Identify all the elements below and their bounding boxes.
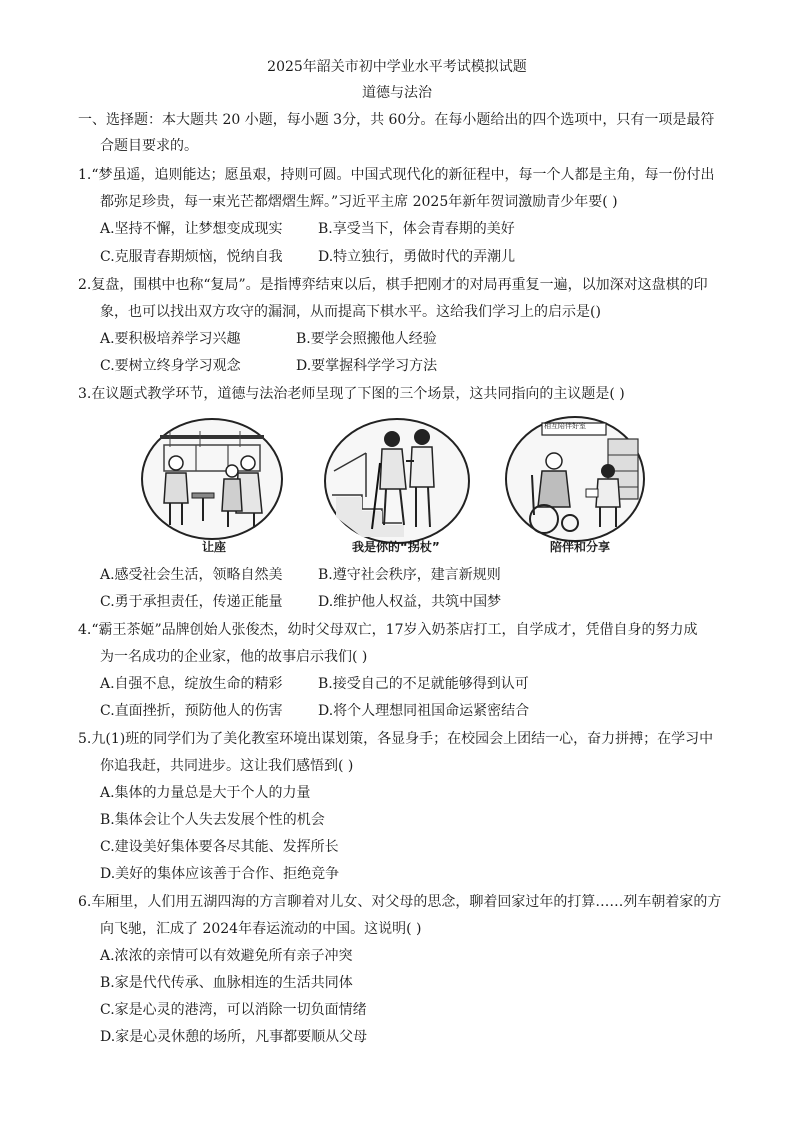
- question-3-option-b: B.遵守社会秩序，建言新规则: [318, 567, 501, 583]
- exam-title: 2025年韶关市初中学业水平考试模拟试题: [267, 59, 527, 75]
- question-2-option-c: C.要树立终身学习观念: [100, 358, 241, 374]
- question-6-option-c: C.家是心灵的港湾，可以消除一切负面情绪: [100, 1002, 367, 1018]
- question-6-line-2: 向飞驰，汇成了 2024年春运流动的中国。这说明( ): [100, 921, 422, 937]
- scene-crutch-image: [322, 417, 472, 545]
- question-2-option-d: D.要掌握科学学习方法: [296, 358, 438, 374]
- question-5-option-b: B.集体会让个人失去发展个性的机会: [100, 812, 325, 828]
- question-2-option-a: A.要积极培养学习兴趣: [100, 331, 241, 347]
- question-5-line-2: 你追我赶，共同进步。这让我们感悟到( ): [100, 758, 354, 774]
- question-4-option-a: A.自强不息，绽放生命的精彩: [100, 676, 283, 692]
- question-1-option-a: A.坚持不懈，让梦想变成现实: [100, 221, 283, 237]
- question-3-option-c: C.勇于承担责任，传递正能量: [100, 594, 283, 610]
- question-1-option-c: C.克服青春期烦恼，悦纳自我: [100, 249, 283, 265]
- question-3-line-1: 3.在议题式教学环节，道德与法治老师呈现了下图的三个场景，这共同指向的主议题是( ): [78, 386, 625, 402]
- question-2-line-2: 象，也可以找出双方攻守的漏洞，从而提高下棋水平。这给我们学习上的启示是(): [100, 304, 601, 320]
- caption-accompany: 陪伴和分享: [550, 540, 611, 554]
- question-5-option-d: D.美好的集体应该善于合作、拒绝竞争: [100, 866, 340, 882]
- question-6-option-b: B.家是代代传承、血脉相连的生活共同体: [100, 975, 353, 991]
- question-6-option-a: A.浓浓的亲情可以有效避免所有亲子冲突: [100, 948, 353, 964]
- question-5-line-1: 5.九(1)班的同学们为了美化教室环境出谋划策，各显身手；在校园会上团结一心，奋力拼搏；在学习中: [78, 731, 714, 747]
- question-4-option-c: C.直面挫折，预防他人的伤害: [100, 703, 283, 719]
- scene-giving-seat-image: [140, 417, 284, 541]
- caption-crutch: 我是你的“拐杖”: [352, 540, 440, 554]
- question-3-option-d: D.维护他人权益，共筑中国梦: [318, 594, 502, 610]
- subject-title: 道德与法治: [362, 85, 432, 101]
- scene-sign-text: 相互陪伴好室: [544, 422, 586, 430]
- caption-giving-seat: 让座: [202, 540, 227, 554]
- question-6-option-d: D.家是心灵休憩的场所，凡事都要顺从父母: [100, 1029, 368, 1045]
- question-4-line-2: 为一名成功的企业家，他的故事启示我们( ): [100, 649, 368, 665]
- question-2-option-b: B.要学会照搬他人经验: [296, 331, 437, 347]
- question-1-line-1: 1.“梦虽遥，追则能达；愿虽艰，持则可圆。中国式现代化的新征程中，每一个人都是主角，每一份付出: [78, 167, 715, 183]
- section-heading: 一、选择题：本大题共 20 小题，每小题 3分，共 60分。在每小题给出的四个选项中，只有一项是最符: [78, 112, 715, 128]
- question-5-option-a: A.集体的力量总是大于个人的力量: [100, 785, 311, 801]
- question-6-line-1: 6.车厢里，人们用五湖四海的方言聊着对儿女、对父母的思念，聊着回家过年的打算……列车朝着家的方: [78, 894, 722, 910]
- question-4-option-d: D.将个人理想同祖国命运紧密结合: [318, 703, 530, 719]
- question-5-option-c: C.建设美好集体要各尽其能、发挥所长: [100, 839, 339, 855]
- question-4-option-b: B.接受自己的不足就能够得到认可: [318, 676, 529, 692]
- question-1-line-2: 都弥足珍贵，每一束光芒都熠熠生辉。”习近平主席 2025年新年贺词激励青少年要( ): [100, 194, 618, 210]
- question-1-option-d: D.特立独行，勇做时代的弄潮儿: [318, 249, 516, 265]
- question-4-line-1: 4.“霸王茶姬”品牌创始人张俊杰，幼时父母双亡，17岁入奶茶店打工，自学成才，凭借自身的努力成: [78, 622, 698, 638]
- question-3-option-a: A.感受社会生活，领略自然美: [100, 567, 283, 583]
- question-2-line-1: 2.复盘，围棋中也称“复局”。是指博弈结束以后，棋手把刚才的对局再重复一遍，以加深对这盘棋的印: [78, 277, 708, 293]
- question-1-option-b: B.享受当下，体会青春期的美好: [318, 221, 515, 237]
- scene-accompany-image: [504, 415, 646, 543]
- section-heading-cont: 合题目要求的。: [100, 138, 198, 154]
